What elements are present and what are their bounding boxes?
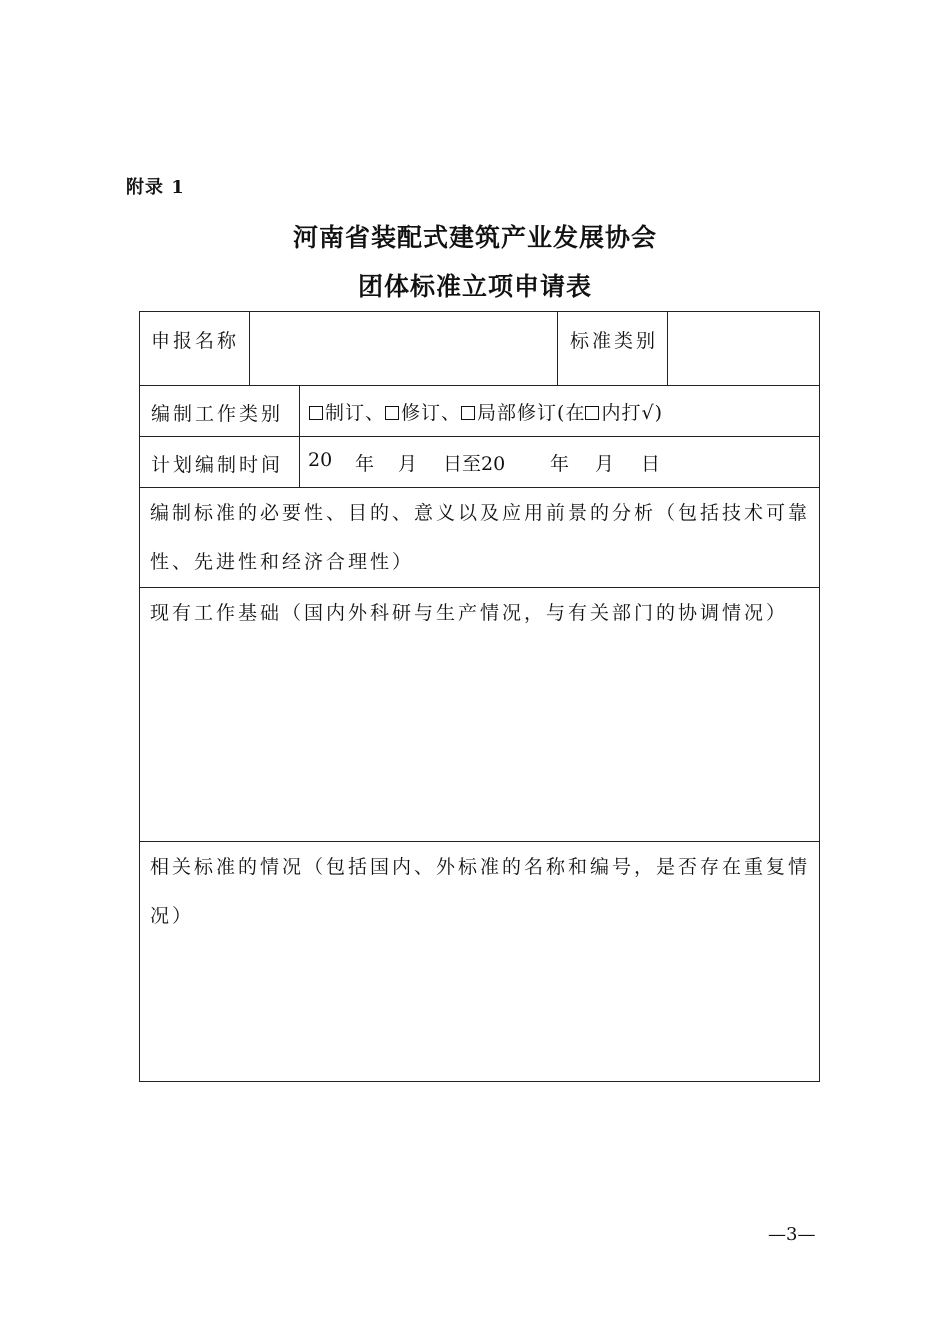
partial-revise-checkbox[interactable] [461,406,475,420]
start-day-unit: 日至20 [443,453,506,475]
application-name-label: 申报名称 [151,330,240,352]
partial-revise-option-label: 局部修订 [477,402,558,424]
appendix-label: 附录 1 [126,177,185,198]
work-basis-prompt: 现有工作基础（国内外科研与生产情况，与有关部门的协调情况） [150,602,789,624]
work-type-options [309,398,663,425]
note-box-icon [585,406,599,420]
necessity-analysis-prompt: 编制标准的必要性、目的、意义以及应用前景的分析（包括技术可靠性、先进性和经济合理性） [150,502,811,573]
revise-checkbox[interactable] [385,406,399,420]
application-name-field[interactable] [251,314,555,383]
start-year-prefix: 20 [308,449,333,471]
work-type-label: 编制工作类别 [151,403,284,425]
end-year-unit: 年 [550,453,570,475]
work-type-note-prefix: (在 [557,402,586,424]
column-divider [557,312,558,385]
start-month-unit: 月 [398,453,418,475]
work-basis-field[interactable] [142,642,817,838]
row-divider [140,385,819,386]
work-type-note-suffix: 内打√) [601,402,663,424]
formulate-option-label: 制订、 [325,402,386,424]
column-divider [299,385,300,487]
row-divider [140,487,819,488]
end-month-unit: 月 [595,453,615,475]
application-form-table [139,311,820,1082]
page-number: —3— [768,1224,816,1245]
document-title-line2: 团体标准立项申请表 [357,272,592,301]
related-standards-prompt: 相关标准的情况（包括国内、外标准的名称和编号，是否存在重复情况） [150,856,811,927]
start-year-unit: 年 [355,453,375,475]
row-divider [140,587,819,588]
column-divider [249,312,250,385]
standard-category-label: 标准类别 [570,330,659,352]
related-standards-field[interactable] [142,944,817,1079]
document-title-line1: 河南省装配式建筑产业发展协会 [292,223,657,252]
formulate-checkbox[interactable] [309,406,323,420]
standard-category-field[interactable] [669,314,817,383]
end-day-unit: 日 [641,453,661,475]
column-divider [667,312,668,385]
row-divider [140,436,819,437]
plan-time-label: 计划编制时间 [151,454,284,476]
revise-option-label: 修订、 [401,402,462,424]
row-divider [140,841,819,842]
